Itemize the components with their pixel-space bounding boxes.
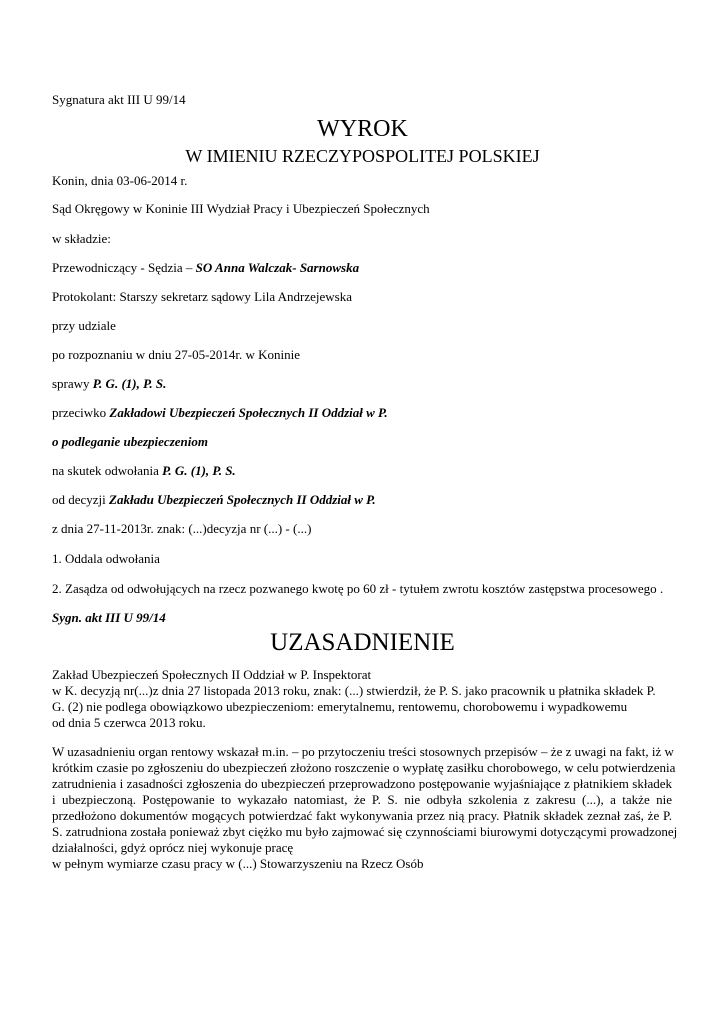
ruling-point-1: 1. Oddala odwołania bbox=[52, 551, 160, 566]
paragraph-2-line: działalności, gdyż oprócz niej wykonuje pracę bbox=[52, 840, 294, 855]
paragraph-1-line: w K. decyzją nr(...)z dnia 27 listopada 2013 roku, znak: (...) stwierdził, że P. S. jako pracownik u płatnika składek P. bbox=[52, 683, 656, 698]
case-subject: o podleganie ubezpieczeniom bbox=[52, 434, 208, 449]
case-signature: Sygnatura akt III U 99/14 bbox=[52, 92, 186, 107]
paragraph-1-line: G. (2) nie podlega obowiązkowo ubezpieczeniom: emerytalnemu, rentowemu, chorobowemu i wypadkowemu bbox=[52, 699, 628, 714]
case-parties: P. G. (1), P. S. bbox=[92, 376, 167, 391]
paragraph-2-line: przedłożono dokumentów mogących potwierdzać fakt wykonywania przez nią pracy. Płatnik składek zeznał zaś, że P. bbox=[52, 808, 672, 823]
judgment-title: WYROK bbox=[317, 116, 408, 142]
paragraph-2-line: w pełnym wymiarze czasu pracy w (...) Stowarzyszeniu na Rzecz Osób bbox=[52, 856, 424, 871]
paragraph-2-line: W uzasadnieniu organ rentowy wskazał m.in. – po przytoczeniu treści stosownych przepisów – że z uwagi na fakt, iż w bbox=[52, 744, 674, 759]
decision-source-line bbox=[52, 492, 376, 508]
paragraph-1-line: od dnia 5 czerwca 2013 roku. bbox=[52, 715, 206, 730]
presiding-judge-line bbox=[52, 260, 359, 276]
ruling-point-2: 2. Zasądza od odwołujących na rzecz pozwanego kwotę po 60 zł - tytułem zwrotu kosztów zastępstwa procesowego . bbox=[52, 581, 664, 596]
appeal-label: na skutek odwołania bbox=[52, 463, 163, 478]
defendant-line bbox=[52, 405, 388, 421]
judgment-subtitle: W IMIENIU RZECZYPOSPOLITEJ POLSKIEJ bbox=[185, 146, 540, 166]
paragraph-2-line: S. zatrudniona została ponieważ zbyt ciężko mu było zajmować się czynnościami biurowymi dotyczącymi prowadzonej bbox=[52, 824, 678, 839]
appeal-line bbox=[52, 463, 236, 479]
justification-signature: Sygn. akt III U 99/14 bbox=[52, 610, 166, 625]
decision-date: z dnia 27-11-2013r. znak: (...)decyzja nr (...) - (...) bbox=[52, 521, 312, 536]
presiding-judge-label: Przewodniczący - Sędzia – bbox=[52, 260, 196, 275]
participation-label: przy udziale bbox=[52, 318, 116, 333]
defendant-label: przeciwko bbox=[52, 405, 110, 420]
decision-source-label: od decyzji bbox=[52, 492, 110, 507]
composition-label: w składzie: bbox=[52, 231, 111, 246]
appellants: P. G. (1), P. S. bbox=[162, 463, 236, 478]
presiding-judge-name: SO Anna Walczak- Sarnowska bbox=[195, 260, 360, 275]
court-clerk: Protokolant: Starszy sekretarz sądowy Lila Andrzejewska bbox=[52, 289, 352, 304]
paragraph-1-line: Zakład Ubezpieczeń Społecznych II Oddział w P. Inspektorat bbox=[52, 667, 372, 682]
justification-title: UZASADNIENIE bbox=[270, 629, 455, 656]
decision-source-name: Zakładu Ubezpieczeń Społecznych II Oddział w P. bbox=[109, 492, 376, 507]
date-line: Konin, dnia 03-06-2014 r. bbox=[52, 173, 188, 188]
court-name: Sąd Okręgowy w Koninie III Wydział Pracy i Ubezpieczeń Społecznych bbox=[52, 201, 430, 216]
paragraph-2-line: krótkim czasie po zgłoszeniu do ubezpieczeń złożono roszczenie o wypłatę zasiłku chorobowego, w celu potwierdzenia bbox=[52, 760, 676, 775]
defendant-name: Zakładowi Ubezpieczeń Społecznych II Oddział w P. bbox=[109, 405, 388, 420]
paragraph-2-line: zatrudnienia i zasadności zgłoszenia do ubezpieczeń przeprowadzono postępowanie wyjaśniające z płatnikiem składek bbox=[52, 776, 672, 791]
case-parties-label: sprawy bbox=[52, 376, 93, 391]
case-parties-line bbox=[52, 376, 166, 392]
paragraph-2-line: i ubezpieczoną. Postępowanie to wykazało natomiast, że P. S. nie odbyła szkolenia z zakresu (...), a także nie bbox=[52, 792, 672, 807]
hearing-date: po rozpoznaniu w dniu 27-05-2014r. w Koninie bbox=[52, 347, 301, 362]
